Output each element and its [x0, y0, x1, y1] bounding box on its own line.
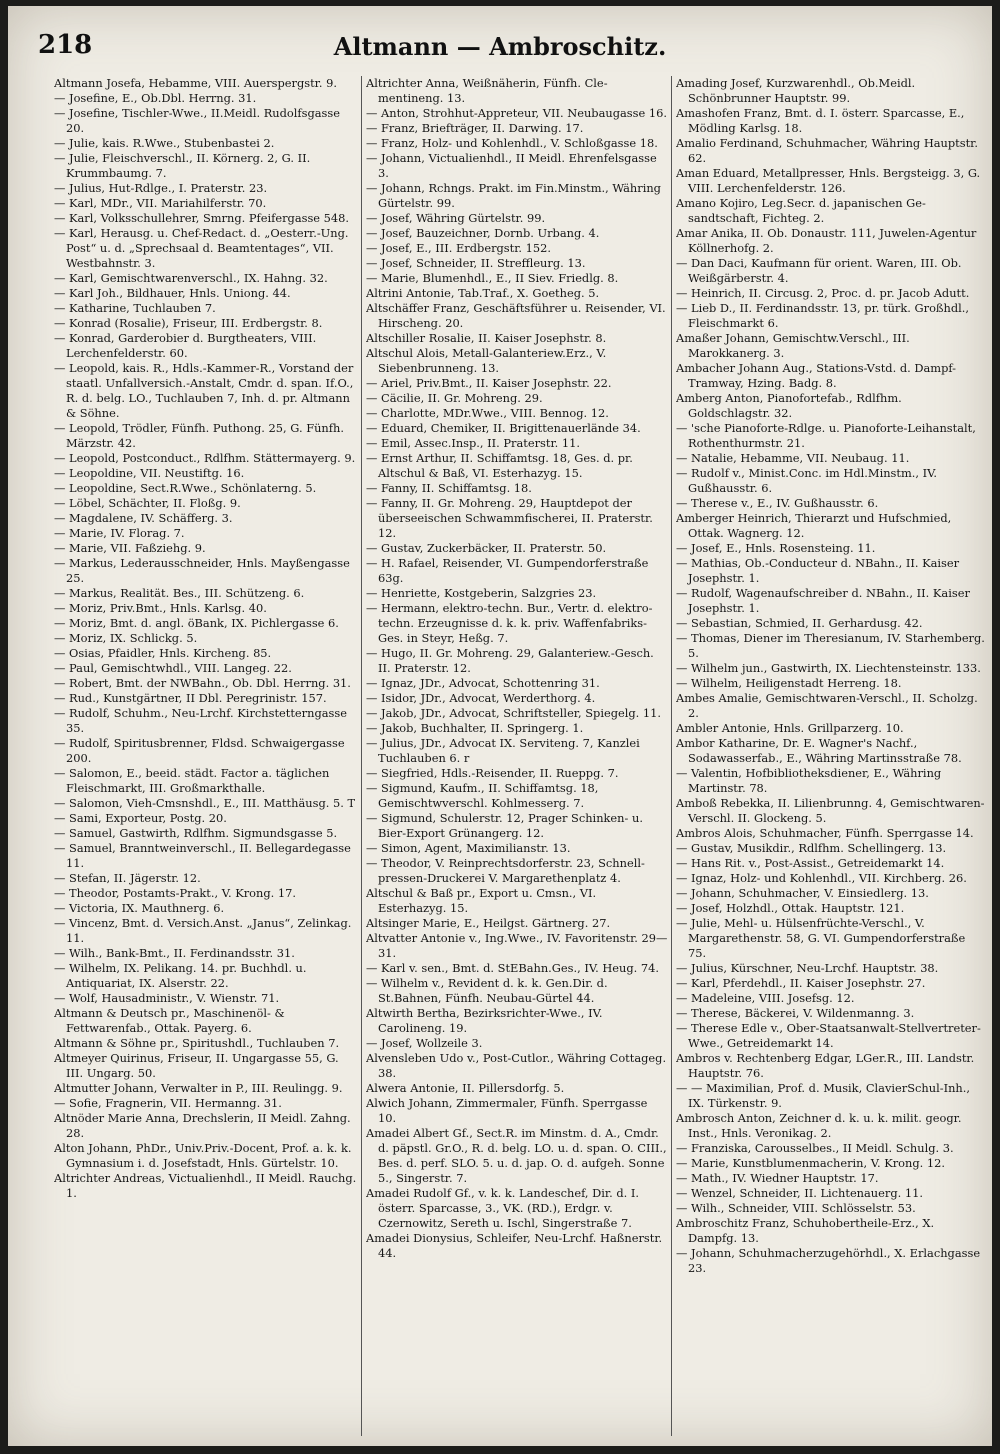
- directory-entry: — Johann, Rchngs. Prakt. im Fin.Minstm., Währing Gürtelstr. 99.: [366, 181, 661, 210]
- running-title: Altmann — Ambroschitz.: [333, 32, 667, 61]
- directory-entry: Ambrosch Anton, Zeichner d. k. u. k. milit. geogr. Inst., Hnls. Veronikag. 2.: [676, 1111, 962, 1140]
- directory-entry: — Therese, Bäckerei, V. Wildenmanng. 3.: [676, 1006, 915, 1020]
- directory-entry: — Sebastian, Schmied, II. Gerhardusg. 42.: [676, 616, 923, 630]
- directory-entry: — Fanny, II. Gr. Mohreng. 29, Hauptdepot der überseeischen Schwammfischerei, II. Praterstr. 12.: [366, 496, 653, 540]
- directory-entry: — Hans Rit. v., Post-Assist., Getreidemarkt 14.: [676, 856, 945, 870]
- directory-entry: — Franz, Briefträger, II. Darwing. 17.: [366, 121, 584, 135]
- directory-entry: Altmann Josefa, Hebamme, VIII. Auerspergstr. 9.: [54, 76, 337, 90]
- directory-entry: Alton Johann, PhDr., Univ.Priv.-Docent, Prof. a. k. k. Gymnasium i. d. Josefstadt, Hnls. Gürtelstr. 10.: [54, 1141, 352, 1170]
- directory-entry: Amashofen Franz, Bmt. d. I. österr. Sparcasse, E., Mödling Karlsg. 18.: [676, 106, 965, 135]
- directory-columns: [54, 76, 992, 1436]
- directory-entry: — Leopoldine, Sect.R.Wwe., Schönlaterng. 5.: [54, 481, 317, 495]
- directory-entry: — Rudolf, Spiritusbrenner, Fldsd. Schwaigergasse 200.: [54, 736, 345, 765]
- directory-entry: — Johann, Schuhmacherzugehörhdl., X. Erlachgasse 23.: [676, 1246, 981, 1275]
- directory-entry: Altmann & Söhne pr., Spiritushdl., Tuchlauben 7.: [54, 1036, 340, 1050]
- directory-entry: — Moriz, Bmt. d. angl. öBank, IX. Pichlergasse 6.: [54, 616, 339, 630]
- directory-entry: — Josefine, E., Ob.Dbl. Herrng. 31.: [54, 91, 257, 105]
- directory-entry: Amadei Albert Gf., Sect.R. im Minstm. d. A., Cmdr. d. päpstl. Gr.O., R. d. belg. LO. u. d. span. O. CIII., Bes. d. perf. SLO. 5. u. d. jap. O. d. aufgeh. Sonne 5., Singerstr. 7.: [366, 1126, 667, 1185]
- directory-entry: — Rud., Kunstgärtner, II Dbl. Peregrinistr. 157.: [54, 691, 327, 705]
- column-2: [366, 76, 668, 1436]
- directory-entry: — Konrad (Rosalie), Friseur, III. Erdbergstr. 8.: [54, 316, 323, 330]
- directory-entry: Amadei Dionysius, Schleifer, Neu-Lrchf. Haßnerstr. 44.: [366, 1231, 663, 1260]
- directory-entry: — Samuel, Gastwirth, Rdlfhm. Sigmundsgasse 5.: [54, 826, 338, 840]
- directory-entry: — Salomon, E., beeid. städt. Factor a. täglichen Fleischmarkt, III. Großmarkthalle.: [54, 766, 330, 795]
- directory-entry: — Ariel, Priv.Bmt., II. Kaiser Josephstr. 22.: [366, 376, 612, 390]
- directory-entry: — Henriette, Kostgeberin, Salzgries 23.: [366, 586, 597, 600]
- directory-entry: — Gustav, Zuckerbäcker, II. Praterstr. 50.: [366, 541, 607, 555]
- directory-entry: — Natalie, Hebamme, VII. Neubaug. 11.: [676, 451, 910, 465]
- directory-entry: — Leopold, kais. R., Hdls.-Kammer-R., Vorstand der staatl. Unfallversich.-Anstalt, Cmdr. d. span. If.O., R. d. belg. LO., Tuchlauben 7, Inh. d. pr. Altmann & Söhne.: [54, 361, 354, 420]
- directory-entry: — Victoria, IX. Mauthnerg. 6.: [54, 901, 225, 915]
- directory-entry: — Josef, Währing Gürtelstr. 99.: [366, 211, 546, 225]
- directory-entry: — H. Rafael, Reisender, VI. Gumpendorferstraße 63g.: [366, 556, 649, 585]
- directory-entry: — Karl, Pferdehdl., II. Kaiser Josephstr. 27.: [676, 976, 926, 990]
- column-1: [54, 76, 358, 1436]
- directory-entry: — Charlotte, MDr.Wwe., VIII. Bennog. 12.: [366, 406, 609, 420]
- directory-entry: — Karl Joh., Bildhauer, Hnls. Uniong. 44.: [54, 286, 291, 300]
- directory-entry: — — Maximilian, Prof. d. Musik, ClavierSchul-Inh., IX. Türkenstr. 9.: [676, 1081, 970, 1110]
- directory-entry: — Dan Daci, Kaufmann für orient. Waren, III. Ob. Weißgärberstr. 4.: [676, 256, 962, 285]
- directory-entry: — Josef, Bauzeichner, Dornb. Urbang. 4.: [366, 226, 600, 240]
- directory-entry: — Marie, Blumenhdl., E., II Siev. Friedlg. 8.: [366, 271, 619, 285]
- directory-entry: — Thomas, Diener im Theresianum, IV. Starhemberg. 5.: [676, 631, 985, 660]
- directory-entry: — Josef, E., Hnls. Rosensteing. 11.: [676, 541, 876, 555]
- directory-entry: Altvatter Antonie v., Ing.Wwe., IV. Favoritenstr. 29—31.: [366, 931, 668, 960]
- directory-entry: Alvensleben Udo v., Post-Cutlor., Währing Cottageg. 38.: [366, 1051, 667, 1080]
- directory-entry: Altwirth Bertha, Bezirksrichter-Wwe., IV. Carolineng. 19.: [366, 1006, 603, 1035]
- directory-entry: — Julie, Fleischverschl., II. Körnerg. 2, G. II. Krummbaumg. 7.: [54, 151, 311, 180]
- directory-entry: — Hermann, elektro-techn. Bur., Vertr. d. elektro-techn. Erzeugnisse d. k. k. priv. Waffenfabriks-Ges. in Steyr, Heßg. 7.: [366, 601, 653, 645]
- directory-entry: Ambroschitz Franz, Schuhobertheile-Erz., X. Dampfg. 13.: [676, 1216, 935, 1245]
- directory-entry: — Marie, IV. Florag. 7.: [54, 526, 185, 540]
- directory-entry: Altmutter Johann, Verwalter in P., III. Reulingg. 9.: [54, 1081, 343, 1095]
- directory-entry: — Madeleine, VIII. Josefsg. 12.: [676, 991, 855, 1005]
- directory-entry: — Wilh., Bank-Bmt., II. Ferdinandsstr. 31.: [54, 946, 295, 960]
- directory-entry: Aman Eduard, Metallpresser, Hnls. Bergsteigg. 3, G. VIII. Lerchenfelderstr. 126.: [676, 166, 981, 195]
- directory-entry: Amberger Heinrich, Thierarzt und Hufschmied, Ottak. Wagnerg. 12.: [676, 511, 952, 540]
- directory-entry: — Karl, Gemischtwarenverschl., IX. Hahng. 32.: [54, 271, 328, 285]
- directory-entry: — Franziska, Carousselbes., II Meidl. Schulg. 3.: [676, 1141, 954, 1155]
- directory-entry: — Eduard, Chemiker, II. Brigittenauerlände 34.: [366, 421, 641, 435]
- directory-entry: — Julius, Hut-Rdlge., I. Praterstr. 23.: [54, 181, 268, 195]
- directory-entry: — Magdalene, IV. Schäfferg. 3.: [54, 511, 233, 525]
- directory-entry: — Karl v. sen., Bmt. d. StEBahn.Ges., IV. Heug. 74.: [366, 961, 659, 975]
- directory-entry: — Mathias, Ob.-Conducteur d. NBahn., II. Kaiser Josephstr. 1.: [676, 556, 960, 585]
- directory-entry: — Therese v., E., IV. Gußhausstr. 6.: [676, 496, 879, 510]
- directory-entry: — Cäcilie, II. Gr. Mohreng. 29.: [366, 391, 543, 405]
- directory-entry: Ambler Antonie, Hnls. Grillparzerg. 10.: [676, 721, 904, 735]
- directory-entry: — Sami, Exporteur, Postg. 20.: [54, 811, 227, 825]
- directory-entry: — Wilh., Schneider, VIII. Schlösselstr. 53.: [676, 1201, 916, 1215]
- directory-entry: — Sigmund, Kaufm., II. Schiffamtsg. 18, Gemischtwverschl. Kohlmesserg. 7.: [366, 781, 599, 810]
- directory-entry: Altmeyer Quirinus, Friseur, II. Ungargasse 55, G. III. Ungarg. 50.: [54, 1051, 339, 1080]
- directory-entry: — Karl, Herausg. u. Chef-Redact. d. „Oesterr.-Ung. Post“ u. d. „Sprechsaal d. Beamtentages“, VII. Westbahnstr. 3.: [54, 226, 349, 270]
- directory-page: [8, 6, 992, 1446]
- page-number: 218: [38, 30, 93, 60]
- directory-entry: Altsinger Marie, E., Heilgst. Gärtnerg. 27.: [366, 916, 611, 930]
- directory-entry: — Julie, Mehl- u. Hülsenfrüchte-Verschl., V. Margarethenstr. 58, G. VI. Gumpendorferstraße 75.: [676, 916, 966, 960]
- directory-entry: — Stefan, II. Jägerstr. 12.: [54, 871, 201, 885]
- directory-entry: — Emil, Assec.Insp., II. Praterstr. 11.: [366, 436, 581, 450]
- directory-entry: — Ignaz, Holz- und Kohlenhdl., VII. Kirchberg. 26.: [676, 871, 967, 885]
- directory-entry: Altschul Alois, Metall-Galanteriew.Erz., V. Siebenbrunneng. 13.: [366, 346, 607, 375]
- directory-entry: — Isidor, JDr., Advocat, Werderthorg. 4.: [366, 691, 596, 705]
- directory-entry: — Wolf, Hausadministr., V. Wienstr. 71.: [54, 991, 280, 1005]
- directory-entry: — Heinrich, II. Circusg. 2, Proc. d. pr. Jacob Adutt.: [676, 286, 970, 300]
- directory-entry: — Siegfried, Hdls.-Reisender, II. Rueppg. 7.: [366, 766, 619, 780]
- directory-entry: Ambros v. Rechtenberg Edgar, LGer.R., III. Landstr. Hauptstr. 76.: [676, 1051, 975, 1080]
- directory-entry: Altrini Antonie, Tab.Traf., X. Goetheg. 5.: [366, 286, 600, 300]
- directory-entry: — Ernst Arthur, II. Schiffamtsg. 18, Ges. d. pr. Altschul & Baß, VI. Esterhazyg. 15.: [366, 451, 633, 480]
- directory-entry: — Rudolf, Wagenaufschreiber d. NBahn., II. Kaiser Josephstr. 1.: [676, 586, 970, 615]
- directory-entry: Altrichter Anna, Weißnäherin, Fünfh. Clementineng. 13.: [366, 76, 608, 105]
- directory-entry: — Jakob, Buchhalter, II. Springerg. 1.: [366, 721, 584, 735]
- column-divider: [671, 76, 672, 1436]
- directory-entry: — Fanny, II. Schiffamtsg. 18.: [366, 481, 532, 495]
- directory-entry: — Paul, Gemischtwhdl., VIII. Langeg. 22.: [54, 661, 292, 675]
- directory-entry: — Marie, VII. Faßziehg. 9.: [54, 541, 206, 555]
- directory-entry: — Theodor, Postamts-Prakt., V. Krong. 17.: [54, 886, 296, 900]
- directory-entry: — Josef, E., III. Erdbergstr. 152.: [366, 241, 552, 255]
- directory-entry: — 'sche Pianoforte-Rdlge. u. Pianoforte-Leihanstalt, Rothenthurmstr. 21.: [676, 421, 976, 450]
- directory-entry: — Theodor, V. Reinprechtsdorferstr. 23, Schnellpressen-Druckerei V. Margarethenplatz 4.: [366, 856, 645, 885]
- directory-entry: Amano Kojiro, Leg.Secr. d. japanischen Gesandtschaft, Fichteg. 2.: [676, 196, 926, 225]
- directory-entry: — Johann, Victualienhdl., II Meidl. Ehrenfelsgasse 3.: [366, 151, 657, 180]
- directory-entry: — Valentin, Hofbibliotheksdiener, E., Währing Martinstr. 78.: [676, 766, 942, 795]
- directory-entry: — Samuel, Branntweinverschl., II. Bellegardegasse 11.: [54, 841, 351, 870]
- page-header: [8, 24, 992, 64]
- directory-entry: — Josef, Wollzeile 3.: [366, 1036, 483, 1050]
- directory-entry: Ambes Amalie, Gemischtwaren-Verschl., II. Scholzg. 2.: [676, 691, 978, 720]
- directory-entry: — Rudolf, Schuhm., Neu-Lrchf. Kirchstetterngasse 35.: [54, 706, 347, 735]
- directory-entry: Amadei Rudolf Gf., v. k. k. Landeschef, Dir. d. I. österr. Sparcasse, 3., VK. (RD.), Erdgr. v. Czernowitz, Sereth u. Ischl, Singerstraße 7.: [366, 1186, 639, 1230]
- directory-entry: — Wilhelm v., Revident d. k. k. Gen.Dir. d. St.Bahnen, Fünfh. Neubau-Gürtel 44.: [366, 976, 608, 1005]
- directory-entry: — Simon, Agent, Maximilianstr. 13.: [366, 841, 571, 855]
- directory-entry: — Salomon, Vieh-Cmsnshdl., E., III. Matthäusg. 5. T: [54, 796, 356, 810]
- directory-entry: Amberg Anton, Pianofortefab., Rdlfhm. Goldschlagstr. 32.: [676, 391, 902, 420]
- directory-entry: — Robert, Bmt. der NWBahn., Ob. Dbl. Herrng. 31.: [54, 676, 351, 690]
- directory-entry: — Markus, Lederausschneider, Hnls. Mayßengasse 25.: [54, 556, 350, 585]
- directory-entry: — Josef, Holzhdl., Ottak. Hauptstr. 121.: [676, 901, 905, 915]
- directory-entry: — Hugo, II. Gr. Mohreng. 29, Galanteriew.-Gesch. II. Praterstr. 12.: [366, 646, 654, 675]
- directory-entry: — Marie, Kunstblumenmacherin, V. Krong. 12.: [676, 1156, 946, 1170]
- directory-entry: — Karl, Volksschullehrer, Smrng. Pfeifergasse 548.: [54, 211, 350, 225]
- directory-entry: — Wilhelm, IX. Pelikang. 14. pr. Buchhdl. u. Antiquariat, IX. Alserstr. 22.: [54, 961, 307, 990]
- directory-entry: — Therese Edle v., Ober-Staatsanwalt-Stellvertreter-Wwe., Getreidemarkt 14.: [676, 1021, 981, 1050]
- directory-entry: — Ignaz, JDr., Advocat, Schottenring 31.: [366, 676, 600, 690]
- directory-entry: — Wenzel, Schneider, II. Lichtenauerg. 11.: [676, 1186, 923, 1200]
- directory-entry: — Lieb D., II. Ferdinandsstr. 13, pr. türk. Großhdl., Fleischmarkt 6.: [676, 301, 970, 330]
- directory-entry: Altschul & Baß pr., Export u. Cmsn., VI. Esterhazyg. 15.: [366, 886, 597, 915]
- directory-entry: — Markus, Realität. Bes., III. Schützeng. 6.: [54, 586, 305, 600]
- directory-entry: — Julius, JDr., Advocat IX. Serviteng. 7, Kanzlei Tuchlauben 6. r: [366, 736, 640, 765]
- directory-entry: — Leopold, Trödler, Fünfh. Puthong. 25, G. Fünfh. Märzstr. 42.: [54, 421, 344, 450]
- column-3: [676, 76, 986, 1436]
- directory-entry: — Konrad, Garderobier d. Burgtheaters, VIII. Lerchenfelderstr. 60.: [54, 331, 317, 360]
- directory-entry: Amboß Rebekka, II. Lilienbrunng. 4, Gemischtwaren-Verschl. II. Glockeng. 5.: [676, 796, 985, 825]
- directory-entry: — Jakob, JDr., Advocat, Schriftsteller, Spiegelg. 11.: [366, 706, 662, 720]
- directory-entry: — Moriz, IX. Schlickg. 5.: [54, 631, 198, 645]
- directory-entry: Altschiller Rosalie, II. Kaiser Josephstr. 8.: [366, 331, 607, 345]
- directory-entry: Amalio Ferdinand, Schuhmacher, Währing Hauptstr. 62.: [676, 136, 978, 165]
- directory-entry: Altschäffer Franz, Geschäftsführer u. Reisender, VI. Hirscheng. 20.: [366, 301, 666, 330]
- directory-entry: — Katharine, Tuchlauben 7.: [54, 301, 216, 315]
- directory-entry: — Josefine, Tischler-Wwe., II.Meidl. Rudolfsgasse 20.: [54, 106, 340, 135]
- directory-entry: — Franz, Holz- und Kohlenhdl., V. Schloßgasse 18.: [366, 136, 658, 150]
- directory-entry: Amading Josef, Kurzwarenhdl., Ob.Meidl. Schönbrunner Hauptstr. 99.: [676, 76, 916, 105]
- directory-entry: Alwera Antonie, II. Pillersdorfg. 5.: [366, 1081, 565, 1095]
- directory-entry: Amar Anika, II. Ob. Donaustr. 111, Juwelen-Agentur Köllnerhofg. 2.: [676, 226, 977, 255]
- directory-entry: — Löbel, Schächter, II. Floßg. 9.: [54, 496, 241, 510]
- directory-entry: — Julius, Kürschner, Neu-Lrchf. Hauptstr. 38.: [676, 961, 939, 975]
- directory-entry: — Julie, kais. R.Wwe., Stubenbastei 2.: [54, 136, 275, 150]
- directory-entry: Altrichter Andreas, Victualienhdl., II Meidl. Rauchg. 1.: [54, 1171, 357, 1200]
- directory-entry: — Moriz, Priv.Bmt., Hnls. Karlsg. 40.: [54, 601, 267, 615]
- column-divider: [361, 76, 362, 1436]
- directory-entry: Ambor Katharine, Dr. E. Wagner's Nachf., Sodawasserfab., E., Währing Martinsstraße 78.: [676, 736, 962, 765]
- directory-entry: — Math., IV. Wiedner Hauptstr. 17.: [676, 1171, 879, 1185]
- directory-entry: — Anton, Strohhut-Appreteur, VII. Neubaugasse 16.: [366, 106, 667, 120]
- directory-entry: — Sofie, Fragnerin, VII. Hermanng. 31.: [54, 1096, 282, 1110]
- directory-entry: — Gustav, Musikdir., Rdlfhm. Schellingerg. 13.: [676, 841, 947, 855]
- directory-entry: Ambros Alois, Schuhmacher, Fünfh. Sperrgasse 14.: [676, 826, 974, 840]
- directory-entry: — Leopold, Postconduct., Rdlfhm. Stättermayerg. 9.: [54, 451, 356, 465]
- directory-entry: Altnöder Marie Anna, Drechslerin, II Meidl. Zahng. 28.: [54, 1111, 351, 1140]
- directory-entry: Altmann & Deutsch pr., Maschinenöl- & Fettwarenfab., Ottak. Payerg. 6.: [54, 1006, 285, 1035]
- directory-entry: — Josef, Schneider, II. Streffleurg. 13.: [366, 256, 586, 270]
- directory-entry: — Karl, MDr., VII. Mariahilferstr. 70.: [54, 196, 267, 210]
- directory-entry: — Wilhelm, Heiligenstadt Herreng. 18.: [676, 676, 902, 690]
- directory-entry: — Rudolf v., Minist.Conc. im Hdl.Minstm., IV. Gußhausstr. 6.: [676, 466, 937, 495]
- directory-entry: — Leopoldine, VII. Neustiftg. 16.: [54, 466, 245, 480]
- directory-entry: — Johann, Schuhmacher, V. Einsiedlerg. 13.: [676, 886, 929, 900]
- directory-entry: — Vincenz, Bmt. d. Versich.Anst. „Janus“, Zelinkag. 11.: [54, 916, 352, 945]
- directory-entry: — Osias, Pfaidler, Hnls. Kircheng. 85.: [54, 646, 272, 660]
- directory-entry: — Sigmund, Schulerstr. 12, Prager Schinken- u. Bier-Export Grünangerg. 12.: [366, 811, 643, 840]
- directory-entry: Amaßer Johann, Gemischtw.Verschl., III. Marokkanerg. 3.: [676, 331, 910, 360]
- directory-entry: — Wilhelm jun., Gastwirth, IX. Liechtensteinstr. 133.: [676, 661, 981, 675]
- directory-entry: Alwich Johann, Zimmermaler, Fünfh. Sperrgasse 10.: [366, 1096, 648, 1125]
- directory-entry: Ambacher Johann Aug., Stations-Vstd. d. Dampf-Tramway, Hzing. Badg. 8.: [676, 361, 957, 390]
